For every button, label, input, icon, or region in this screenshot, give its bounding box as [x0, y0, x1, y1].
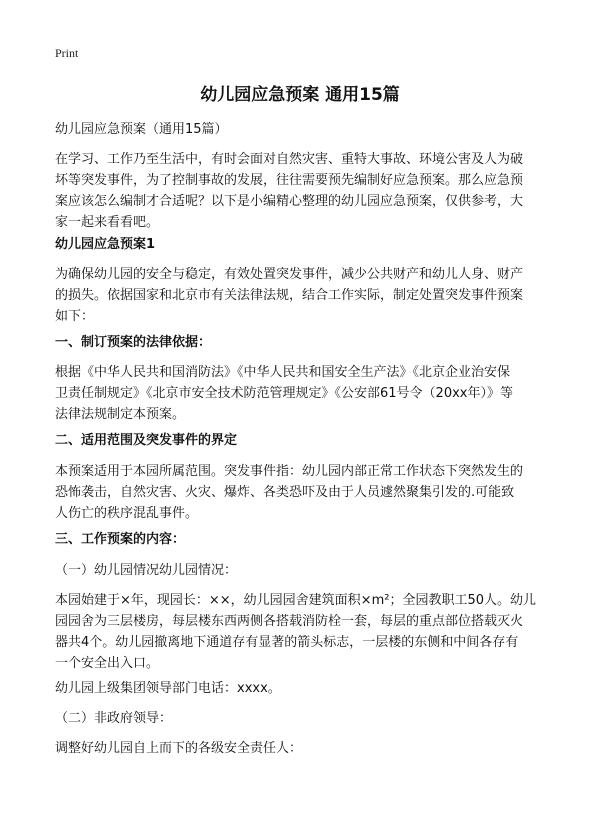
paragraph-responsibility: 调整好幼儿园自上而下的各级安全责任人： [55, 741, 303, 756]
section-heading: 幼儿园应急预案1 [55, 237, 156, 252]
paragraph-legal-basis: 根据《中华人民共和国消防法》《中华人民共和国安全生产法》《北京企业治安保 卫责任制规定》《北京市安全技术防范管理规定》《公安部61号令（20xx年）》等 法律法规制定本预案。 [55, 365, 513, 422]
subheading-leadership: （二）非政府领导： [55, 711, 173, 726]
subheading-kindergarten-info: （一）幼儿园情况幼儿园情况： [55, 563, 238, 578]
intro-paragraph: 在学习、工作乃至生活中，有时会面对自然灾害、重特大事故、环境公害及人为破 坏等突发事件，为了控制事故的发展，往往需要预先编制好应急预案。那么应急预 案应该怎么编制才合适呢？以下是小编精心整理的幼儿园应急预案，仅供参考，大 家一起来看看吧。 [55, 152, 524, 230]
heading-legal-basis: 一、制订预案的法律依据： [55, 335, 212, 350]
paragraph-phone: 幼儿园上级集团领导部门电话：xxxx。 [55, 681, 281, 696]
heading-scope: 二、适用范围及突发事件的界定 [55, 433, 238, 448]
paragraph-kindergarten-info: 本园始建于×年，现园长：××，幼儿园园舍建筑面积×m²；全园教职工50人。幼儿 园园舍为三层楼房，每层楼东西两侧各搭载消防栓一套，每层的重点部位搭载灭火 器共4个。幼儿园撤离地下通道存有显著的箭头标志，一层楼的东侧和中间各存有 一个安全出入口。 [55, 593, 536, 671]
document-title: 幼儿园应急预案 通用15篇 [200, 85, 400, 105]
heading-plan-content: 三、工作预案的内容： [55, 532, 186, 547]
document-subtitle: 幼儿园应急预案（通用15篇） [55, 122, 228, 137]
print-label: Print [55, 46, 79, 60]
paragraph-purpose: 为确保幼儿园的安全与稳定，有效处置突发事件，减少公共财产和幼儿人身、财产 的损失。依据国家和北京市有关法律法规，结合工作实际，制定处置突发事件预案 如下： [55, 267, 524, 324]
paragraph-scope: 本预案适用于本园所属范围。突发事件指：幼儿园内部正常工作状态下突然发生的 恐怖袭击，自然灾害、火灾、爆炸、各类恐吓及由于人员遽然聚集引发的.可能致 人伤亡的秩序混乱事件。 [55, 464, 524, 521]
